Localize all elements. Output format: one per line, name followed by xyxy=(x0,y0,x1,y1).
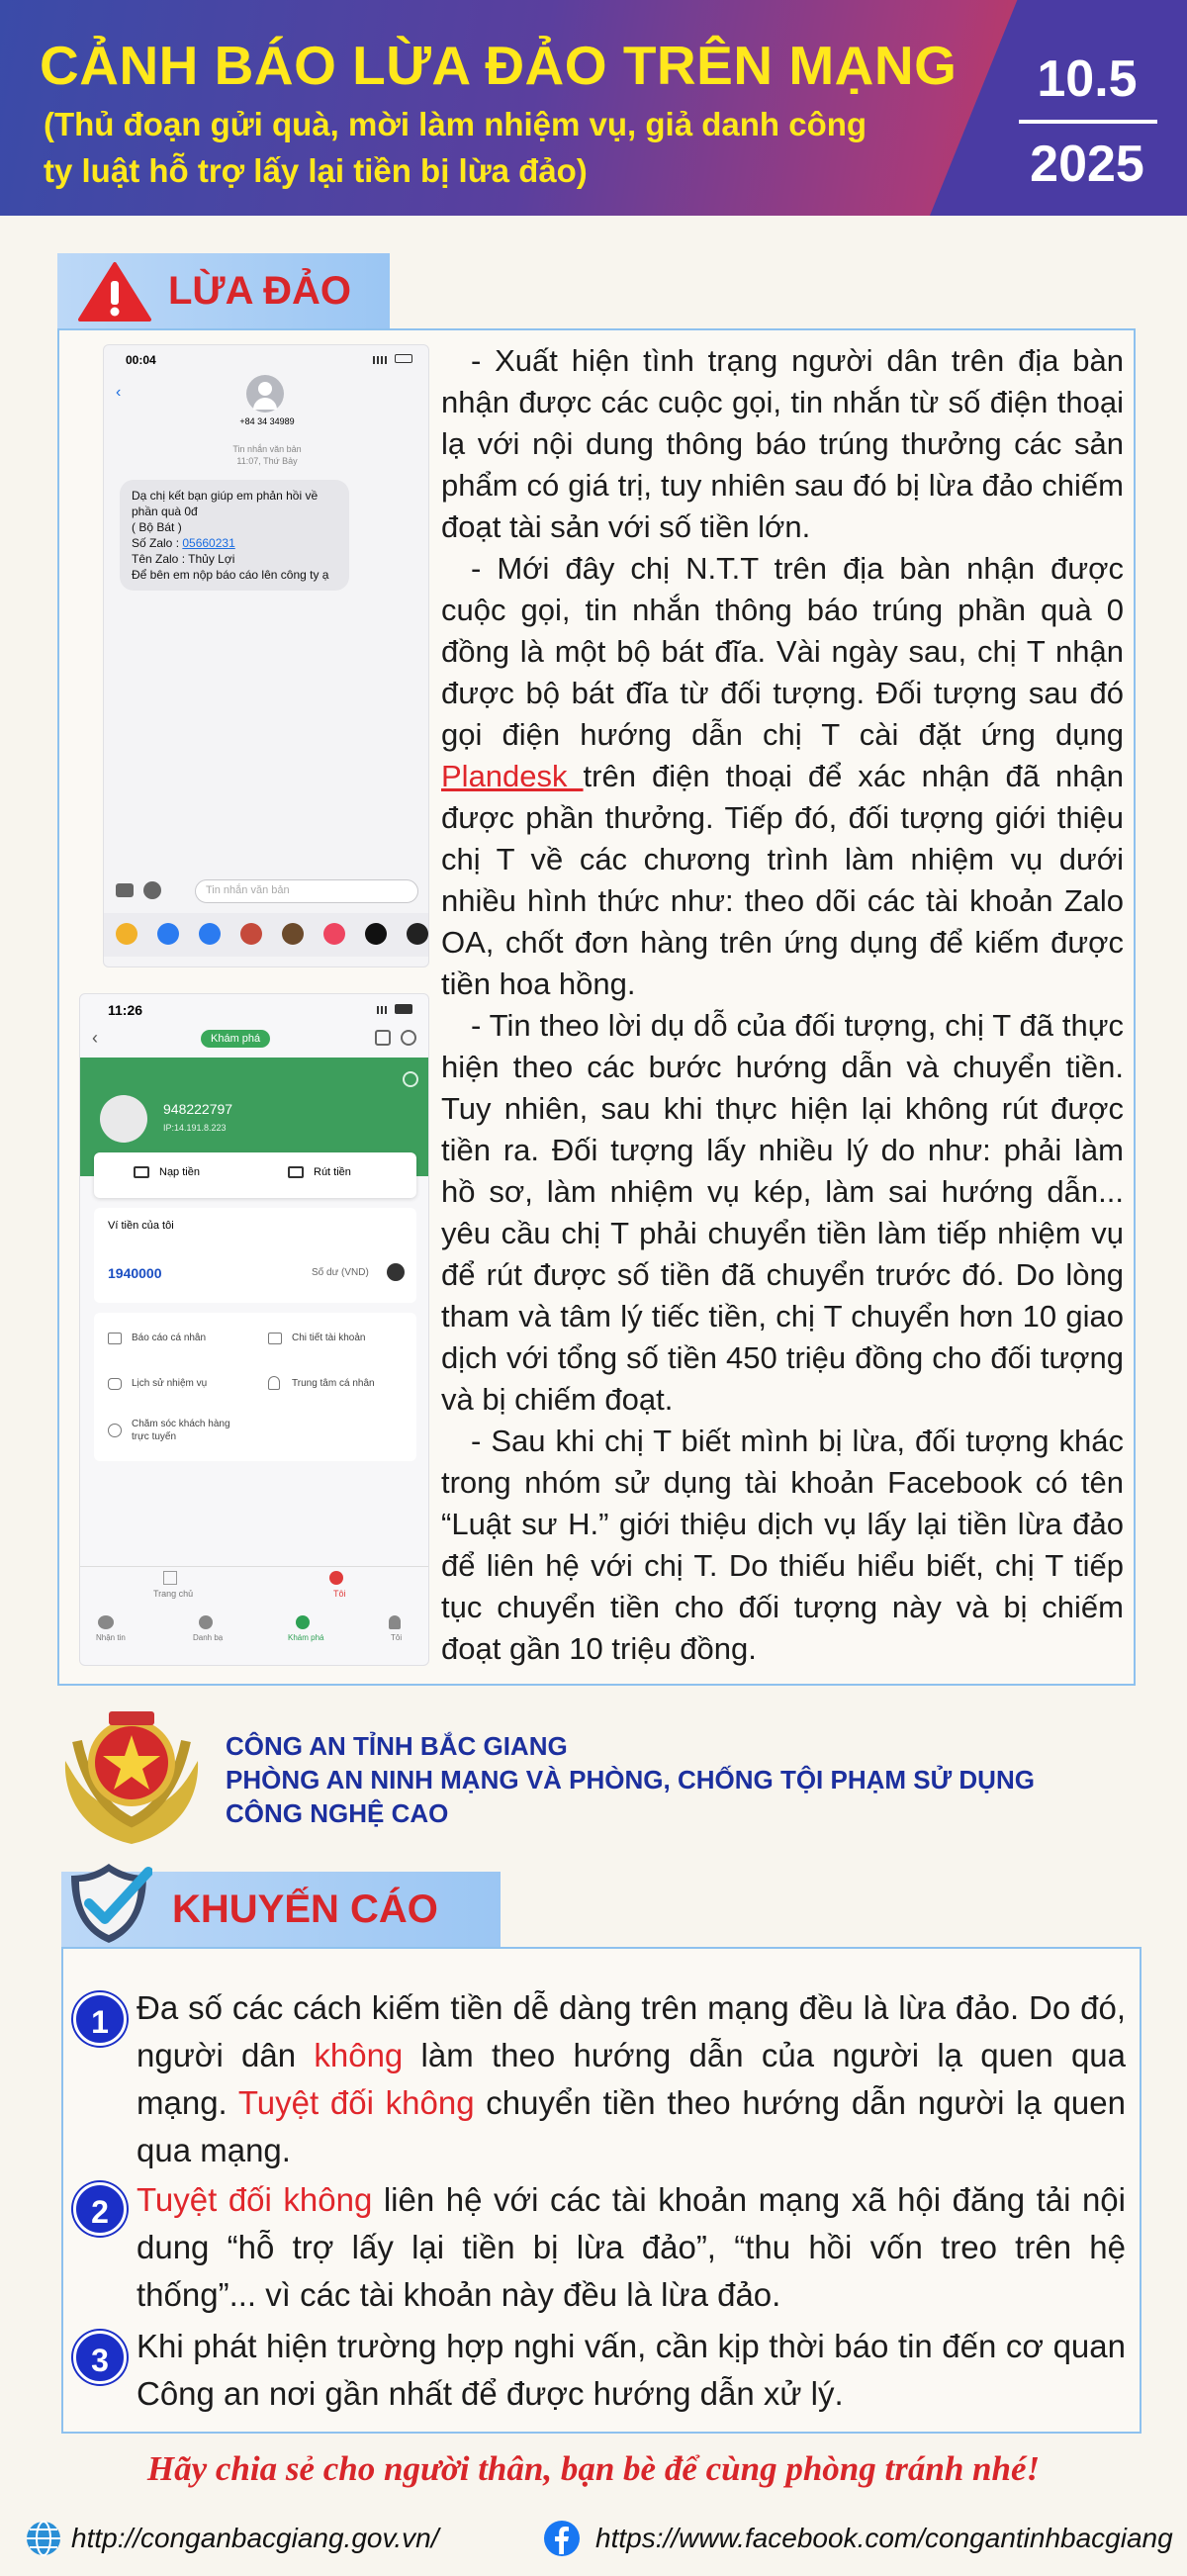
task-history-icon xyxy=(108,1378,122,1390)
sms-zalo-label: Số Zalo : xyxy=(132,536,183,550)
account-id: 948222797 xyxy=(163,1101,233,1117)
balance-unit: Số dư (VND) xyxy=(312,1267,369,1278)
police-line: PHÒNG AN NINH MẠNG VÀ PHÒNG, CHỐNG TỘI PHẠM SỬ DỤNG xyxy=(226,1765,1035,1794)
person-icon xyxy=(268,1376,280,1390)
sms-line: Để bên em nộp báo cáo lên công ty ạ xyxy=(132,568,329,582)
scam-tag xyxy=(57,253,390,328)
app-tray xyxy=(104,913,429,957)
nav-me[interactable]: Tôi xyxy=(333,1589,346,1599)
bottom-tab[interactable]: Nhận tin xyxy=(96,1633,126,1642)
explore-icon xyxy=(296,1615,310,1629)
withdraw-icon xyxy=(288,1166,304,1178)
advice-box xyxy=(61,1947,1141,2434)
scam-tag-label: LỪA ĐẢO xyxy=(168,269,352,313)
police-emblem-icon xyxy=(57,1702,206,1848)
heart-icon[interactable] xyxy=(365,923,387,945)
deposit-button[interactable]: Nạp tiền xyxy=(159,1166,200,1178)
apps-icon[interactable] xyxy=(143,881,161,899)
settings-icon[interactable] xyxy=(403,1071,418,1087)
globe-icon xyxy=(24,2519,63,2558)
me-nav-icon xyxy=(329,1571,343,1585)
page-subtitle: (Thủ đoạn gửi quà, mời làm nhiệm vụ, giả danh công ty luật hỗ trợ lấy lại tiền bị lừa đảo) xyxy=(44,106,867,189)
story-text: trên điện thoại để xác nhận đã nhận được phần thưởng. Tiếp đó, đối tượng giới thiệu chị T về các chương trình làm nhiệm vụ dưới nhiều hình thức như: theo dõi các tài khoản Zalo OA, chốt đơn hàng trên ứng dụng để kiếm được tiền hoa hồng. xyxy=(441,759,1125,1001)
advice-emphasis: Tuyệt đối không xyxy=(237,2084,475,2121)
refresh-icon[interactable] xyxy=(401,1030,416,1046)
shield-check-icon xyxy=(65,1860,152,1947)
page-title: CẢNH BÁO LỪA ĐẢO TRÊN MẠNG xyxy=(40,35,958,96)
bottom-tabs xyxy=(80,1611,429,1655)
wallet-actions xyxy=(94,1152,416,1198)
advice-text: làm theo hướng dẫn của người lạ quen qua mạng. xyxy=(137,2037,1126,2121)
back-icon[interactable]: ‹ xyxy=(116,384,122,401)
home-nav-icon xyxy=(163,1571,177,1585)
nav-home[interactable]: Trang chủ xyxy=(153,1589,194,1599)
avatar xyxy=(246,375,284,413)
withdraw-button[interactable]: Rút tiền xyxy=(314,1166,351,1178)
website-link[interactable]: http://conganbacgiang.gov.vn/ xyxy=(71,2523,439,2553)
menu-item[interactable]: Báo cáo cá nhân xyxy=(132,1333,207,1343)
account-ip: IP:14.191.8.223 xyxy=(163,1123,227,1133)
wallet-label: Ví tiền của tôi xyxy=(108,1220,174,1232)
wallet-card xyxy=(94,1208,416,1303)
police-department xyxy=(226,1729,1035,1830)
bottom-tab[interactable]: Tôi xyxy=(391,1633,403,1642)
police-line: CÔNG AN TỈNH BẮC GIANG xyxy=(226,1731,568,1761)
advice-emphasis: Tuyệt đối không xyxy=(137,2181,373,2218)
story-text: - Mới đây chị N.T.T trên địa bàn nhận được cuộc gọi, tin nhắn thông báo trúng phần quà 0 đồng là một bộ bát đĩa. Vài ngày sau, chị T nhận được bộ bát đĩa từ đối tượng. Đối tượng sau đó gọi điện hướng dẫn chị T cài đặt ứng dụng xyxy=(441,551,1124,752)
sms-input[interactable]: Tin nhắn văn bản xyxy=(195,879,418,903)
thread-date: 11:07, Thứ Bảy xyxy=(236,456,298,466)
advice-tag-label: KHUYẾN CÁO xyxy=(172,1887,438,1931)
plandesk-link[interactable]: Plandesk xyxy=(441,759,584,793)
menu-item[interactable]: Chăm sóc khách hàng trực tuyến xyxy=(132,1419,230,1442)
advice-tag xyxy=(61,1872,501,1947)
photos-icon[interactable] xyxy=(116,923,137,945)
bottom-tab[interactable]: Khám phá xyxy=(288,1633,324,1642)
appstore-icon[interactable] xyxy=(157,923,179,945)
report-icon xyxy=(108,1333,122,1344)
warning-icon xyxy=(77,261,152,322)
sms-zalo-line xyxy=(132,535,337,551)
advice-item: Khi phát hiện trường hợp nghi vấn, cần kịp thời báo tin đến cơ quan Công an nơi gần nhất để được hướng dẫn xử lý. xyxy=(137,2328,1126,2412)
status-icons xyxy=(373,354,414,364)
wallet-balance: 1940000 xyxy=(108,1265,162,1281)
number-badge: 2 xyxy=(73,2182,127,2236)
advice-item xyxy=(137,2176,1126,2319)
sms-line: Tên Zalo : Thủy Lợi xyxy=(132,552,235,566)
app-nav xyxy=(80,1566,429,1608)
profile-icon xyxy=(389,1615,401,1629)
facebook-link[interactable]: https://www.facebook.com/congantinhbacgiang xyxy=(595,2523,1173,2553)
sms-bubble xyxy=(120,480,349,591)
status-time: 00:04 xyxy=(126,353,156,367)
date-year: 2025 xyxy=(1030,136,1144,193)
profile-avatar xyxy=(100,1095,147,1143)
date-divider xyxy=(1019,120,1157,124)
menu-item[interactable]: Lịch sử nhiệm vụ xyxy=(132,1378,208,1389)
story-paragraph xyxy=(441,548,1124,1005)
support-icon xyxy=(108,1424,122,1437)
share-message: Hãy chia sẻ cho người thân, bạn bè để cùng phòng tránh nhé! xyxy=(146,2449,1041,2488)
story-paragraph: - Sau khi chị T biết mình bị lừa, đối tượng khác trong nhóm sử dụng tài khoản Facebook có tên “Luật sư H.” giới thiệu dịch vụ lấy lại tiền lừa đảo để liên hệ với chị T. Do thiếu hiểu biết, chị T tiếp tục chuyển tiền cho đối tượng này và bị chiếm đoạt gần 10 triệu đồng. xyxy=(441,1424,1124,1666)
tab-explore[interactable]: Khám phá xyxy=(201,1030,270,1048)
menu-item[interactable]: Chi tiết tài khoản xyxy=(292,1333,366,1343)
app-screenshot xyxy=(79,993,429,1666)
number-badge: 1 xyxy=(73,1992,127,2046)
facebook-icon xyxy=(542,2519,582,2558)
sms-screenshot xyxy=(103,344,429,967)
header-banner xyxy=(0,0,1187,216)
advice-emphasis: không xyxy=(314,2037,404,2073)
bottom-tab[interactable]: Danh bạ xyxy=(193,1633,224,1642)
thread-label: Tin nhắn văn bản xyxy=(232,444,302,454)
advice-text: chuyển tiền theo hướng dẫn người lạ quen qua mạng. xyxy=(137,2084,1126,2168)
advice-text: liên hệ với các tài khoản mạng xã hội đăng tải nội dung “hỗ trợ lấy lại tiền bị lừa đảo”, “thu hồi vốn treo trên hệ thống”... vì các tài khoản này đều là lừa đảo. xyxy=(137,2181,1126,2313)
status-icons xyxy=(377,1004,412,1014)
police-line: CÔNG NGHỆ CAO xyxy=(226,1798,449,1828)
message-icon xyxy=(98,1615,114,1629)
music-icon[interactable] xyxy=(323,923,345,945)
camera-icon[interactable] xyxy=(116,883,134,897)
story-paragraph: - Tin theo lời dụ dỗ của đối tượng, chị T đã thực hiện theo các bước hướng dẫn và chuyển tiền. Tuy nhiên, sau khi thực hiện lại không rút được tiền ra. Đối tượng lấy nhiều lý do như: phải làm hồ sơ, làm nhiệm vụ kép, làm sai hướng dẫn... yêu cầu chị T phải chuyển tiền làm tiếp nhiệm vụ để rút được số tiền đã chuyển trước đó. Do lòng tham và tâm lý tiếc tiền, chị T chuyển hơn 10 giao dịch với tổng số tiền 450 triệu đồng cho đối tượng và bị chiếm đoạt. xyxy=(441,1008,1124,1417)
memoji-icon[interactable] xyxy=(240,923,262,945)
contacts-icon xyxy=(199,1615,213,1629)
advice-text: Đa số các cách kiếm tiền dễ dàng trên mạng đều là lừa đảo. Do đó, người dân xyxy=(137,1989,1126,2073)
menu-item[interactable]: Trung tâm cá nhân xyxy=(292,1378,375,1389)
sticker-icon[interactable] xyxy=(282,923,304,945)
story-paragraph: - Xuất hiện tình trạng người dân trên địa bàn nhận được các cuộc gọi, tin nhắn từ số điện thoại lạ với nội dung thông báo trúng thưởng các sản phẩm có giá trị, tuy nhiên sau đó bị lừa đảo chiếm đoạt tài sản với số tiền lớn. xyxy=(441,343,1124,544)
advice-item xyxy=(137,1984,1126,2174)
sms-line: ( Bộ Bát ) xyxy=(132,520,182,534)
home-icon[interactable] xyxy=(375,1030,391,1046)
scam-content-box xyxy=(57,328,1136,1686)
app-topbar xyxy=(80,1024,429,1058)
account-detail-icon xyxy=(268,1333,282,1344)
audio-icon[interactable] xyxy=(199,923,221,945)
sender-number: +84 34 34989 xyxy=(239,416,295,426)
number-badge: 3 xyxy=(73,2331,127,2384)
date-day: 10.5 xyxy=(1037,50,1138,108)
status-time: 11:26 xyxy=(108,1002,143,1018)
sms-zalo-number[interactable]: 05660231 xyxy=(182,536,235,550)
sms-line: Dạ chị kết bạn giúp em phản hồi về phần quà 0đ xyxy=(132,489,319,518)
menu-card xyxy=(94,1313,416,1461)
more-icon[interactable] xyxy=(407,923,428,945)
scam-story xyxy=(441,340,1124,1670)
refresh-balance-icon[interactable] xyxy=(387,1263,405,1281)
back-icon[interactable]: ‹ xyxy=(92,1028,98,1048)
deposit-icon xyxy=(134,1166,149,1178)
